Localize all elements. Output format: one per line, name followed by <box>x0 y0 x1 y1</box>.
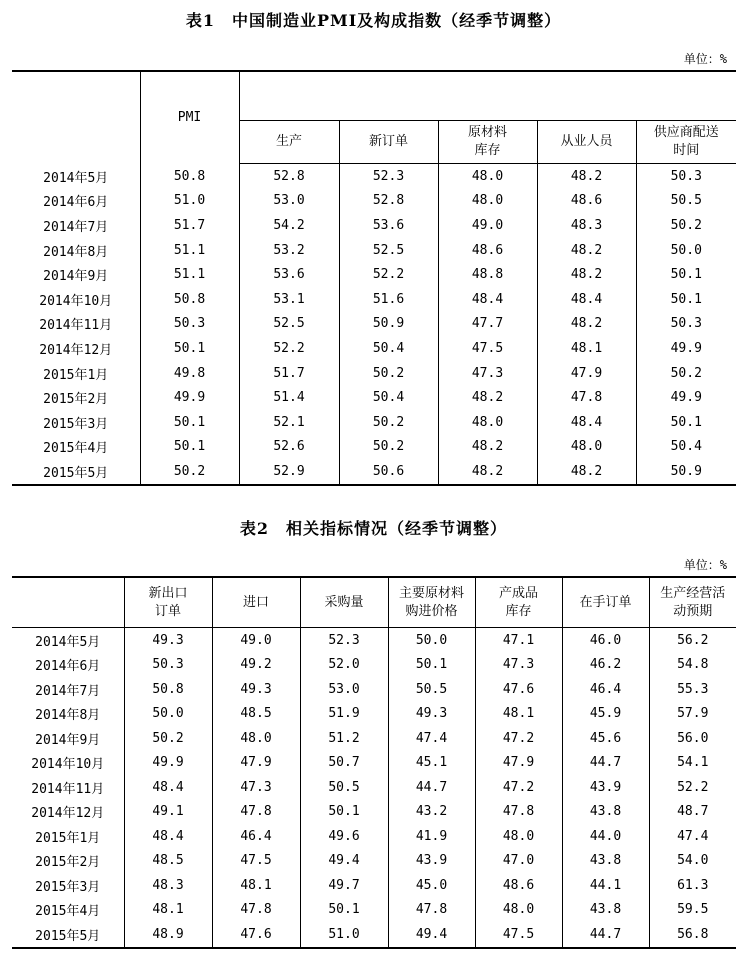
table-row <box>12 775 736 800</box>
cell-value: 50.1 <box>636 262 736 287</box>
cell-value: 48.0 <box>438 410 537 435</box>
cell-value: 50.8 <box>140 287 239 312</box>
table1-pmi <box>12 70 736 486</box>
row-month: 2014年9月 <box>12 262 140 287</box>
cell-value: 47.6 <box>212 922 300 948</box>
cell-value: 53.6 <box>339 213 438 238</box>
row-month: 2014年10月 <box>31 757 105 773</box>
cell-value: 50.2 <box>636 213 736 238</box>
table-row <box>12 922 736 948</box>
table-row <box>12 312 736 337</box>
table2-col-header: 进口 <box>212 577 300 628</box>
cell-value: 49.3 <box>212 677 300 702</box>
table2-header-row <box>12 577 736 628</box>
cell-value: 48.2 <box>537 238 636 263</box>
cell-value: 48.3 <box>537 213 636 238</box>
table2-col-header: 主要原材料 购进价格 <box>388 577 475 628</box>
cell-value: 48.6 <box>475 873 562 898</box>
table-row <box>12 189 736 214</box>
table2-corner <box>12 577 124 628</box>
table-row <box>12 849 736 874</box>
cell-value: 46.2 <box>562 653 649 678</box>
cell-value: 48.2 <box>537 262 636 287</box>
table-row <box>12 677 736 702</box>
row-month: 2014年8月 <box>12 238 140 263</box>
table1-col-header: 生产 <box>239 121 339 164</box>
cell-value: 48.1 <box>212 873 300 898</box>
cell-value: 49.4 <box>300 849 388 874</box>
cell-value: 47.0 <box>475 849 562 874</box>
table-row <box>12 800 736 825</box>
cell-value: 47.5 <box>438 336 537 361</box>
cell-value: 48.2 <box>438 435 537 460</box>
cell-value: 44.1 <box>562 873 649 898</box>
cell-value: 50.2 <box>140 459 239 485</box>
cell-value: 50.3 <box>636 312 736 337</box>
cell-value: 45.9 <box>562 702 649 727</box>
table-row <box>12 336 736 361</box>
cell-value: 50.2 <box>339 435 438 460</box>
cell-value: 50.1 <box>300 898 388 923</box>
cell-value: 47.5 <box>212 849 300 874</box>
cell-value: 48.0 <box>212 726 300 751</box>
cell-value: 43.2 <box>388 800 475 825</box>
cell-value: 52.3 <box>300 628 388 653</box>
cell-value: 48.0 <box>438 189 537 214</box>
row-month: 2014年9月 <box>35 732 101 748</box>
cell-value: 44.0 <box>562 824 649 849</box>
cell-value: 50.2 <box>339 361 438 386</box>
cell-value: 52.2 <box>649 775 736 800</box>
cell-value: 52.2 <box>239 336 339 361</box>
table-row <box>12 361 736 386</box>
cell-value: 46.0 <box>562 628 649 653</box>
row-month: 2015年2月 <box>35 855 101 871</box>
cell-value: 48.5 <box>124 849 212 874</box>
table-row <box>12 262 736 287</box>
cell-value: 41.9 <box>388 824 475 849</box>
cell-value: 49.9 <box>636 385 736 410</box>
row-month: 2014年6月 <box>12 189 140 214</box>
table2-col-header: 采购量 <box>300 577 388 628</box>
row-month: 2014年5月 <box>12 164 140 189</box>
cell-value: 50.1 <box>388 653 475 678</box>
cell-value: 52.5 <box>339 238 438 263</box>
cell-value: 49.3 <box>124 628 212 653</box>
cell-value: 52.8 <box>239 164 339 189</box>
cell-value: 45.1 <box>388 751 475 776</box>
table-row <box>12 238 736 263</box>
cell-value: 48.5 <box>212 702 300 727</box>
table2-col-header: 生产经营活 动预期 <box>649 577 736 628</box>
table-row <box>12 898 736 923</box>
cell-value: 53.0 <box>300 677 388 702</box>
cell-value: 50.2 <box>124 726 212 751</box>
cell-value: 47.5 <box>475 922 562 948</box>
cell-value: 50.2 <box>339 410 438 435</box>
cell-value: 48.1 <box>124 898 212 923</box>
cell-value: 56.0 <box>649 726 736 751</box>
table-row <box>12 385 736 410</box>
cell-value: 48.4 <box>124 824 212 849</box>
row-month: 2015年1月 <box>35 830 101 846</box>
cell-value: 56.8 <box>649 922 736 948</box>
cell-value: 48.8 <box>438 262 537 287</box>
cell-value: 50.5 <box>300 775 388 800</box>
table-row <box>12 751 736 776</box>
cell-value: 54.0 <box>649 849 736 874</box>
cell-value: 49.9 <box>636 336 736 361</box>
table-row <box>12 287 736 312</box>
cell-value: 49.1 <box>124 800 212 825</box>
cell-value: 49.9 <box>124 751 212 776</box>
cell-value: 47.1 <box>475 628 562 653</box>
cell-value: 50.4 <box>636 435 736 460</box>
cell-value: 45.0 <box>388 873 475 898</box>
table1-unit: 单位：% <box>683 52 727 66</box>
cell-value: 55.3 <box>649 677 736 702</box>
cell-value: 50.9 <box>636 459 736 485</box>
cell-value: 48.3 <box>124 873 212 898</box>
cell-value: 49.0 <box>212 628 300 653</box>
cell-value: 52.9 <box>239 459 339 485</box>
cell-value: 48.6 <box>438 238 537 263</box>
table2-related <box>12 576 736 949</box>
cell-value: 47.3 <box>438 361 537 386</box>
cell-value: 56.2 <box>649 628 736 653</box>
cell-value: 54.1 <box>649 751 736 776</box>
cell-value: 48.2 <box>537 164 636 189</box>
cell-value: 52.5 <box>239 312 339 337</box>
cell-value: 54.2 <box>239 213 339 238</box>
cell-value: 51.7 <box>239 361 339 386</box>
table-row <box>12 873 736 898</box>
cell-value: 53.2 <box>239 238 339 263</box>
cell-value: 50.3 <box>636 164 736 189</box>
cell-value: 50.4 <box>339 385 438 410</box>
cell-value: 50.2 <box>636 361 736 386</box>
table-row <box>12 435 736 460</box>
cell-value: 52.6 <box>239 435 339 460</box>
cell-value: 50.1 <box>636 410 736 435</box>
cell-value: 47.6 <box>475 677 562 702</box>
cell-value: 44.7 <box>562 751 649 776</box>
row-month: 2015年5月 <box>35 928 101 944</box>
cell-value: 51.1 <box>140 238 239 263</box>
cell-value: 45.6 <box>562 726 649 751</box>
cell-value: 47.9 <box>475 751 562 776</box>
cell-value: 49.6 <box>300 824 388 849</box>
table-row <box>12 702 736 727</box>
table1-title: 表1 中国制造业PMI及构成指数（经季节调整） <box>185 11 562 30</box>
cell-value: 50.5 <box>636 189 736 214</box>
cell-value: 47.9 <box>212 751 300 776</box>
table-row <box>12 726 736 751</box>
cell-value: 47.3 <box>212 775 300 800</box>
cell-value: 47.8 <box>212 898 300 923</box>
table-row <box>12 410 736 435</box>
table1-col-header: 供应商配送 时间 <box>636 121 736 164</box>
cell-value: 47.9 <box>537 361 636 386</box>
row-month: 2014年12月 <box>31 806 105 822</box>
row-month: 2014年12月 <box>12 336 140 361</box>
cell-value: 50.1 <box>636 287 736 312</box>
cell-value: 53.6 <box>239 262 339 287</box>
cell-value: 51.2 <box>300 726 388 751</box>
cell-value: 47.4 <box>649 824 736 849</box>
cell-value: 48.2 <box>438 459 537 485</box>
cell-value: 57.9 <box>649 702 736 727</box>
cell-value: 48.4 <box>438 287 537 312</box>
cell-value: 49.9 <box>140 385 239 410</box>
row-month: 2014年11月 <box>12 312 140 337</box>
table1-col-header: 从业人员 <box>537 121 636 164</box>
cell-value: 50.1 <box>140 410 239 435</box>
cell-value: 48.2 <box>537 312 636 337</box>
cell-value: 52.2 <box>339 262 438 287</box>
cell-value: 47.4 <box>388 726 475 751</box>
table2-title: 表2 相关指标情况（经季节调整） <box>239 519 508 538</box>
cell-value: 52.8 <box>339 189 438 214</box>
cell-value: 44.7 <box>562 922 649 948</box>
cell-value: 53.0 <box>239 189 339 214</box>
cell-value: 50.0 <box>124 702 212 727</box>
cell-value: 51.6 <box>339 287 438 312</box>
cell-value: 51.0 <box>140 189 239 214</box>
cell-value: 50.7 <box>300 751 388 776</box>
cell-value: 47.3 <box>475 653 562 678</box>
table-row <box>12 628 736 653</box>
table-row <box>12 164 736 189</box>
row-month: 2015年2月 <box>12 385 140 410</box>
cell-value: 48.9 <box>124 922 212 948</box>
row-month: 2015年1月 <box>12 361 140 386</box>
row-month: 2014年8月 <box>35 708 101 724</box>
row-month: 2014年5月 <box>35 634 101 650</box>
cell-value: 44.7 <box>388 775 475 800</box>
row-month: 2015年3月 <box>35 879 101 895</box>
cell-value: 50.9 <box>339 312 438 337</box>
cell-value: 48.4 <box>537 410 636 435</box>
cell-value: 48.0 <box>475 898 562 923</box>
cell-value: 47.8 <box>537 385 636 410</box>
cell-value: 49.4 <box>388 922 475 948</box>
cell-value: 50.3 <box>140 312 239 337</box>
table-row <box>12 653 736 678</box>
cell-value: 50.1 <box>140 435 239 460</box>
cell-value: 53.1 <box>239 287 339 312</box>
cell-value: 50.8 <box>124 677 212 702</box>
cell-value: 49.2 <box>212 653 300 678</box>
cell-value: 48.2 <box>537 459 636 485</box>
cell-value: 48.1 <box>537 336 636 361</box>
table-row <box>12 459 736 485</box>
table2-col-header: 产成品 库存 <box>475 577 562 628</box>
cell-value: 50.8 <box>140 164 239 189</box>
cell-value: 50.0 <box>388 628 475 653</box>
cell-value: 54.8 <box>649 653 736 678</box>
cell-value: 51.1 <box>140 262 239 287</box>
row-month: 2015年4月 <box>35 904 101 920</box>
cell-value: 59.5 <box>649 898 736 923</box>
cell-value: 50.0 <box>636 238 736 263</box>
cell-value: 50.4 <box>339 336 438 361</box>
cell-value: 46.4 <box>212 824 300 849</box>
cell-value: 47.8 <box>475 800 562 825</box>
table1-header-spacer <box>239 71 736 121</box>
row-month: 2015年5月 <box>12 459 140 485</box>
cell-value: 43.8 <box>562 898 649 923</box>
cell-value: 48.4 <box>537 287 636 312</box>
cell-value: 50.1 <box>300 800 388 825</box>
table1-pmi-header: PMI <box>140 71 239 164</box>
cell-value: 52.0 <box>300 653 388 678</box>
cell-value: 49.0 <box>438 213 537 238</box>
row-month: 2015年3月 <box>12 410 140 435</box>
table1-col-header: 新订单 <box>339 121 438 164</box>
row-month: 2014年6月 <box>35 659 101 675</box>
cell-value: 47.7 <box>438 312 537 337</box>
cell-value: 43.8 <box>562 849 649 874</box>
cell-value: 47.8 <box>212 800 300 825</box>
cell-value: 49.3 <box>388 702 475 727</box>
cell-value: 61.3 <box>649 873 736 898</box>
cell-value: 51.7 <box>140 213 239 238</box>
cell-value: 48.1 <box>475 702 562 727</box>
cell-value: 48.0 <box>475 824 562 849</box>
cell-value: 51.0 <box>300 922 388 948</box>
cell-value: 48.7 <box>649 800 736 825</box>
cell-value: 49.8 <box>140 361 239 386</box>
cell-value: 50.6 <box>339 459 438 485</box>
cell-value: 51.4 <box>239 385 339 410</box>
cell-value: 43.9 <box>562 775 649 800</box>
cell-value: 52.1 <box>239 410 339 435</box>
cell-value: 48.2 <box>438 385 537 410</box>
cell-value: 47.2 <box>475 726 562 751</box>
row-month: 2014年11月 <box>31 781 105 797</box>
cell-value: 43.9 <box>388 849 475 874</box>
cell-value: 46.4 <box>562 677 649 702</box>
cell-value: 50.5 <box>388 677 475 702</box>
cell-value: 48.0 <box>438 164 537 189</box>
table-row <box>12 213 736 238</box>
row-month: 2014年7月 <box>35 683 101 699</box>
row-month: 2014年10月 <box>12 287 140 312</box>
cell-value: 51.9 <box>300 702 388 727</box>
table1-corner <box>12 71 140 164</box>
cell-value: 47.8 <box>388 898 475 923</box>
table1-col-header: 原材料 库存 <box>438 121 537 164</box>
table-row <box>12 824 736 849</box>
cell-value: 48.6 <box>537 189 636 214</box>
cell-value: 50.3 <box>124 653 212 678</box>
cell-value: 43.8 <box>562 800 649 825</box>
cell-value: 49.7 <box>300 873 388 898</box>
table2-unit: 单位：% <box>683 558 727 572</box>
cell-value: 50.1 <box>140 336 239 361</box>
cell-value: 48.0 <box>537 435 636 460</box>
row-month: 2014年7月 <box>12 213 140 238</box>
cell-value: 48.4 <box>124 775 212 800</box>
cell-value: 52.3 <box>339 164 438 189</box>
table2-col-header: 在手订单 <box>562 577 649 628</box>
cell-value: 47.2 <box>475 775 562 800</box>
table2-col-header: 新出口 订单 <box>124 577 212 628</box>
row-month: 2015年4月 <box>12 435 140 460</box>
